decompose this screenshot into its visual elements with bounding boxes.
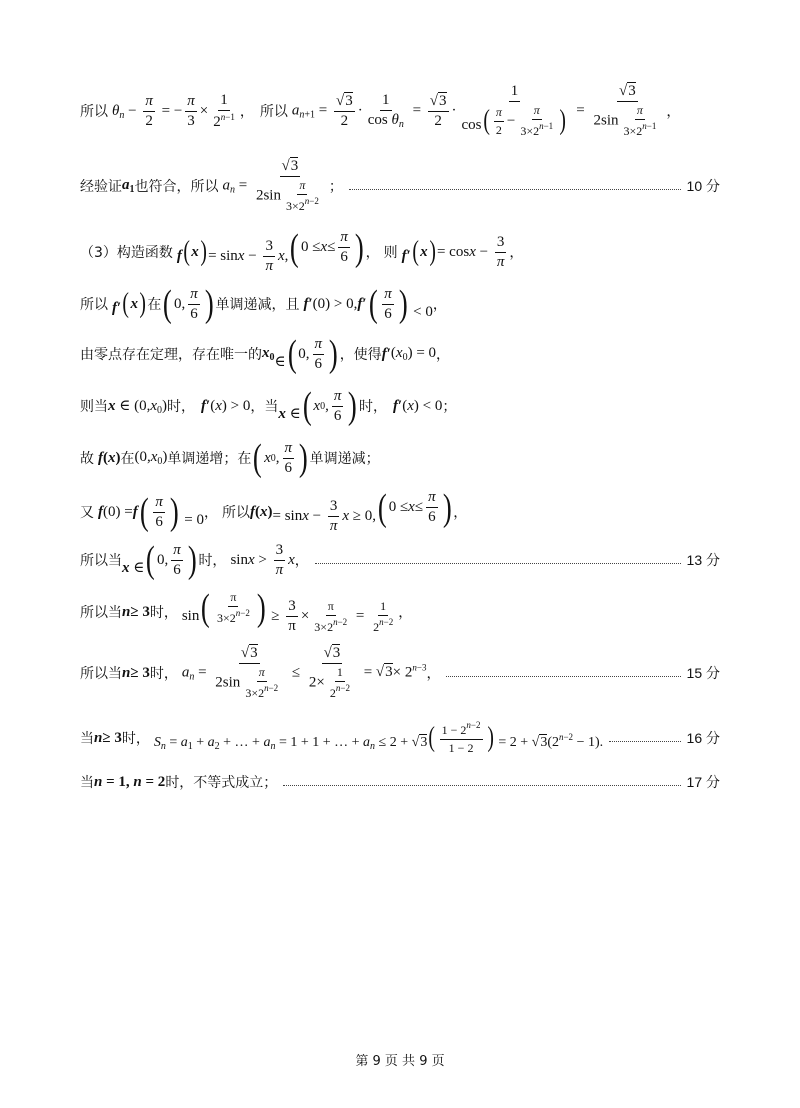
text-suoyidang-1: 所以当 <box>80 553 122 569</box>
math-line-5: 由零点存在定理，存在唯一的 $x_0$ ∈ ( 0, $\frac{\pi}{6}$ ) ，使得 f′ $(x_0) = 0$ ， <box>80 333 451 375</box>
text-zai: 在 <box>147 297 162 313</box>
dotted-leader <box>283 785 680 786</box>
math-line-2: 经验证 $a_1$ 也符合，所以 $a_n$ = √3 2sin $\frac{\pi}{3\times 2^{n-2}}$ ； 10 分 <box>80 158 720 213</box>
dotted-leader <box>609 741 680 742</box>
text-shide: ，使得 <box>339 347 382 363</box>
text-dandiaodijian2: 单调递减 <box>309 451 366 467</box>
text-shi-2: 时， <box>359 399 387 415</box>
text-dang-2: 当 <box>80 731 94 747</box>
text-shi-6: 时， <box>121 731 150 747</box>
text-comma-5: ， <box>432 297 447 313</box>
text-shi-1: 时， <box>167 399 196 415</box>
text-comma-3: ， <box>365 245 380 261</box>
text-youlingdian: 由零点存在定理，存在唯一的 <box>80 347 262 363</box>
text-comma-9: ， <box>453 505 468 521</box>
math-line-10: 所以当 n ≥ 3 时， sin ( $\frac{\pi}{3\times 2^{n-2}}$ ) ≥ $\frac{3}{\pi}$ × $\frac{\pi}{3\times 2^{n-2}}$ = $\frac{1}{2^{n-2}}$ ， <box>80 586 413 635</box>
text-zedang: 则当 <box>80 399 108 415</box>
math-line-9: 所以当 x ∈ ( 0, $\frac{\pi}{6}$ ) 时， sinx > $\frac{3}{\pi}$ x ， 13 分 <box>80 539 720 581</box>
math-line-12: 当 n ≥ 3 时， $S_n = a_1 + a_2$ + … + $a_n = 1 + 1$ + … + $a_n \le 2 + √3$ ( $\frac{1 - 2^{n-2}}{1 - 2}$ ) = $2 + √3(2^{n-2} - 1)$. 16 分 <box>80 720 720 755</box>
text-comma-8: ， <box>204 505 218 521</box>
text-budengshi: 时，不等式成立； <box>165 775 278 791</box>
text-dandiaodizeng: 单调递增；在 <box>167 451 252 467</box>
math-line-3: （3）构造函数 f ( x ) = sinx − $\frac{3}{\pi}$ x, ( 0 ≤ x ≤ $\frac{\pi}{6}$ ) ， 则 f′ ( x ) = cosx − $\frac{3}{\pi}$ ， <box>80 226 524 275</box>
text-jingyanzheng: 经验证 <box>80 179 122 195</box>
text-suoyi-3: 所以 <box>80 297 108 313</box>
text-part3: （3）构造函数 <box>80 245 173 261</box>
text-semicolon-3: ； <box>365 451 380 467</box>
score-15: 15 分 <box>686 665 720 681</box>
text-semicolon-1: ； <box>328 179 343 195</box>
text-dang-3: 当 <box>80 775 94 791</box>
math-line-6: 则当 x ∈ $(0,x_0)$ 时， f′ (x) > 0 ， 当 x ∈ ( x 0 , $\frac{\pi}{6}$ ) 时， f′ (x) < 0 ； <box>80 385 457 427</box>
text-shi-4: 时， <box>149 605 178 621</box>
math-line-13: 当 n = 1, n = 2 时，不等式成立； 17 分 <box>80 773 720 791</box>
math-line-11: 所以当 n ≥ 3 时， $a_n$ = √3 2sin $\frac{\pi}{3\times 2^{n-2}}$ ≤ √3 2× $\frac{1}{2^{n-2}}$ = $√3\times 2^{n-3}$ ， 15 分 <box>80 645 720 700</box>
score-10: 10 分 <box>686 178 720 194</box>
text-comma-12: ， <box>426 666 441 682</box>
text-gu: 故 <box>80 451 94 467</box>
text-suoyi: 所以 <box>80 104 108 120</box>
text-comma-4: ， <box>509 245 524 261</box>
score-13: 13 分 <box>686 552 720 568</box>
text-shi-5: 时， <box>149 666 178 682</box>
math-line-1: 所以 $\theta_n$ − $\frac{\pi}{2}$ = − $\frac{\pi}{3}$ × $\frac{1}{2^{n-1}}$ ， 所以 $a_{n+1}$ = $\frac{√3}{2}$ · $\frac{1}{\cos \theta_n}$ = $\frac{√3}{2}$ · 1 cos ( $\frac{\pi}{2}$ − $\frac{\pi}{3\times 2^{n-1}}$ ) = √3 2sin $\frac{\pi}{3\times 2^{n-1}}$ ， <box>80 83 681 138</box>
text-comma-2: ， <box>666 104 681 120</box>
text-yefuhe: 也符合，所以 <box>134 179 219 195</box>
text-ze: 则 <box>383 245 398 261</box>
text-you: 又 <box>80 505 94 521</box>
page-footer: 第 9 页 共 9 页 <box>355 1054 445 1069</box>
text-comma-1: ， <box>239 104 254 120</box>
text-zai-2: 在 <box>120 451 135 467</box>
dotted-leader <box>446 676 680 677</box>
text-comma-10: ， <box>294 553 309 569</box>
text-suoyidang-2: 所以当 <box>80 605 122 621</box>
score-16: 16 分 <box>686 730 720 746</box>
score-17: 17 分 <box>686 774 720 790</box>
dotted-leader <box>349 189 681 190</box>
text-suoyi-4: 所以 <box>222 505 250 521</box>
text-semicolon-2: ； <box>442 399 457 415</box>
text-shi-3: 时， <box>198 553 227 569</box>
text-dang-1: 当 <box>264 399 279 415</box>
math-line-8: 又 f (0) = f ( $\frac{\pi}{6}$ ) = 0 ， 所以 f(x) = sinx − $\frac{3}{\pi}$ x ≥ 0, ( 0 ≤ x ≤ $\frac{\pi}{6}$ ) ， <box>80 486 468 535</box>
math-line-4: 所以 f′ ( x ) 在 ( 0, $\frac{\pi}{6}$ ) 单调递减，且 f′ (0) > 0, f′ ( $\frac{\pi}{6}$ ) < 0 ， <box>80 283 447 325</box>
text-comma-6: ， <box>436 347 451 363</box>
text-comma-7: ， <box>250 399 265 415</box>
dotted-leader <box>315 563 681 564</box>
math-line-7: 故 f(x) 在 $(0,x_0)$ 单调递增；在 ( x 0 , $\frac{\pi}{6}$ ) 单调递减 ； <box>80 437 380 479</box>
text-comma-11: ， <box>398 605 413 621</box>
text-suoyi-2: 所以 <box>259 104 288 120</box>
text-suoyidang-3: 所以当 <box>80 666 122 682</box>
text-dandiaodijian: 单调递减，且 <box>215 297 300 313</box>
